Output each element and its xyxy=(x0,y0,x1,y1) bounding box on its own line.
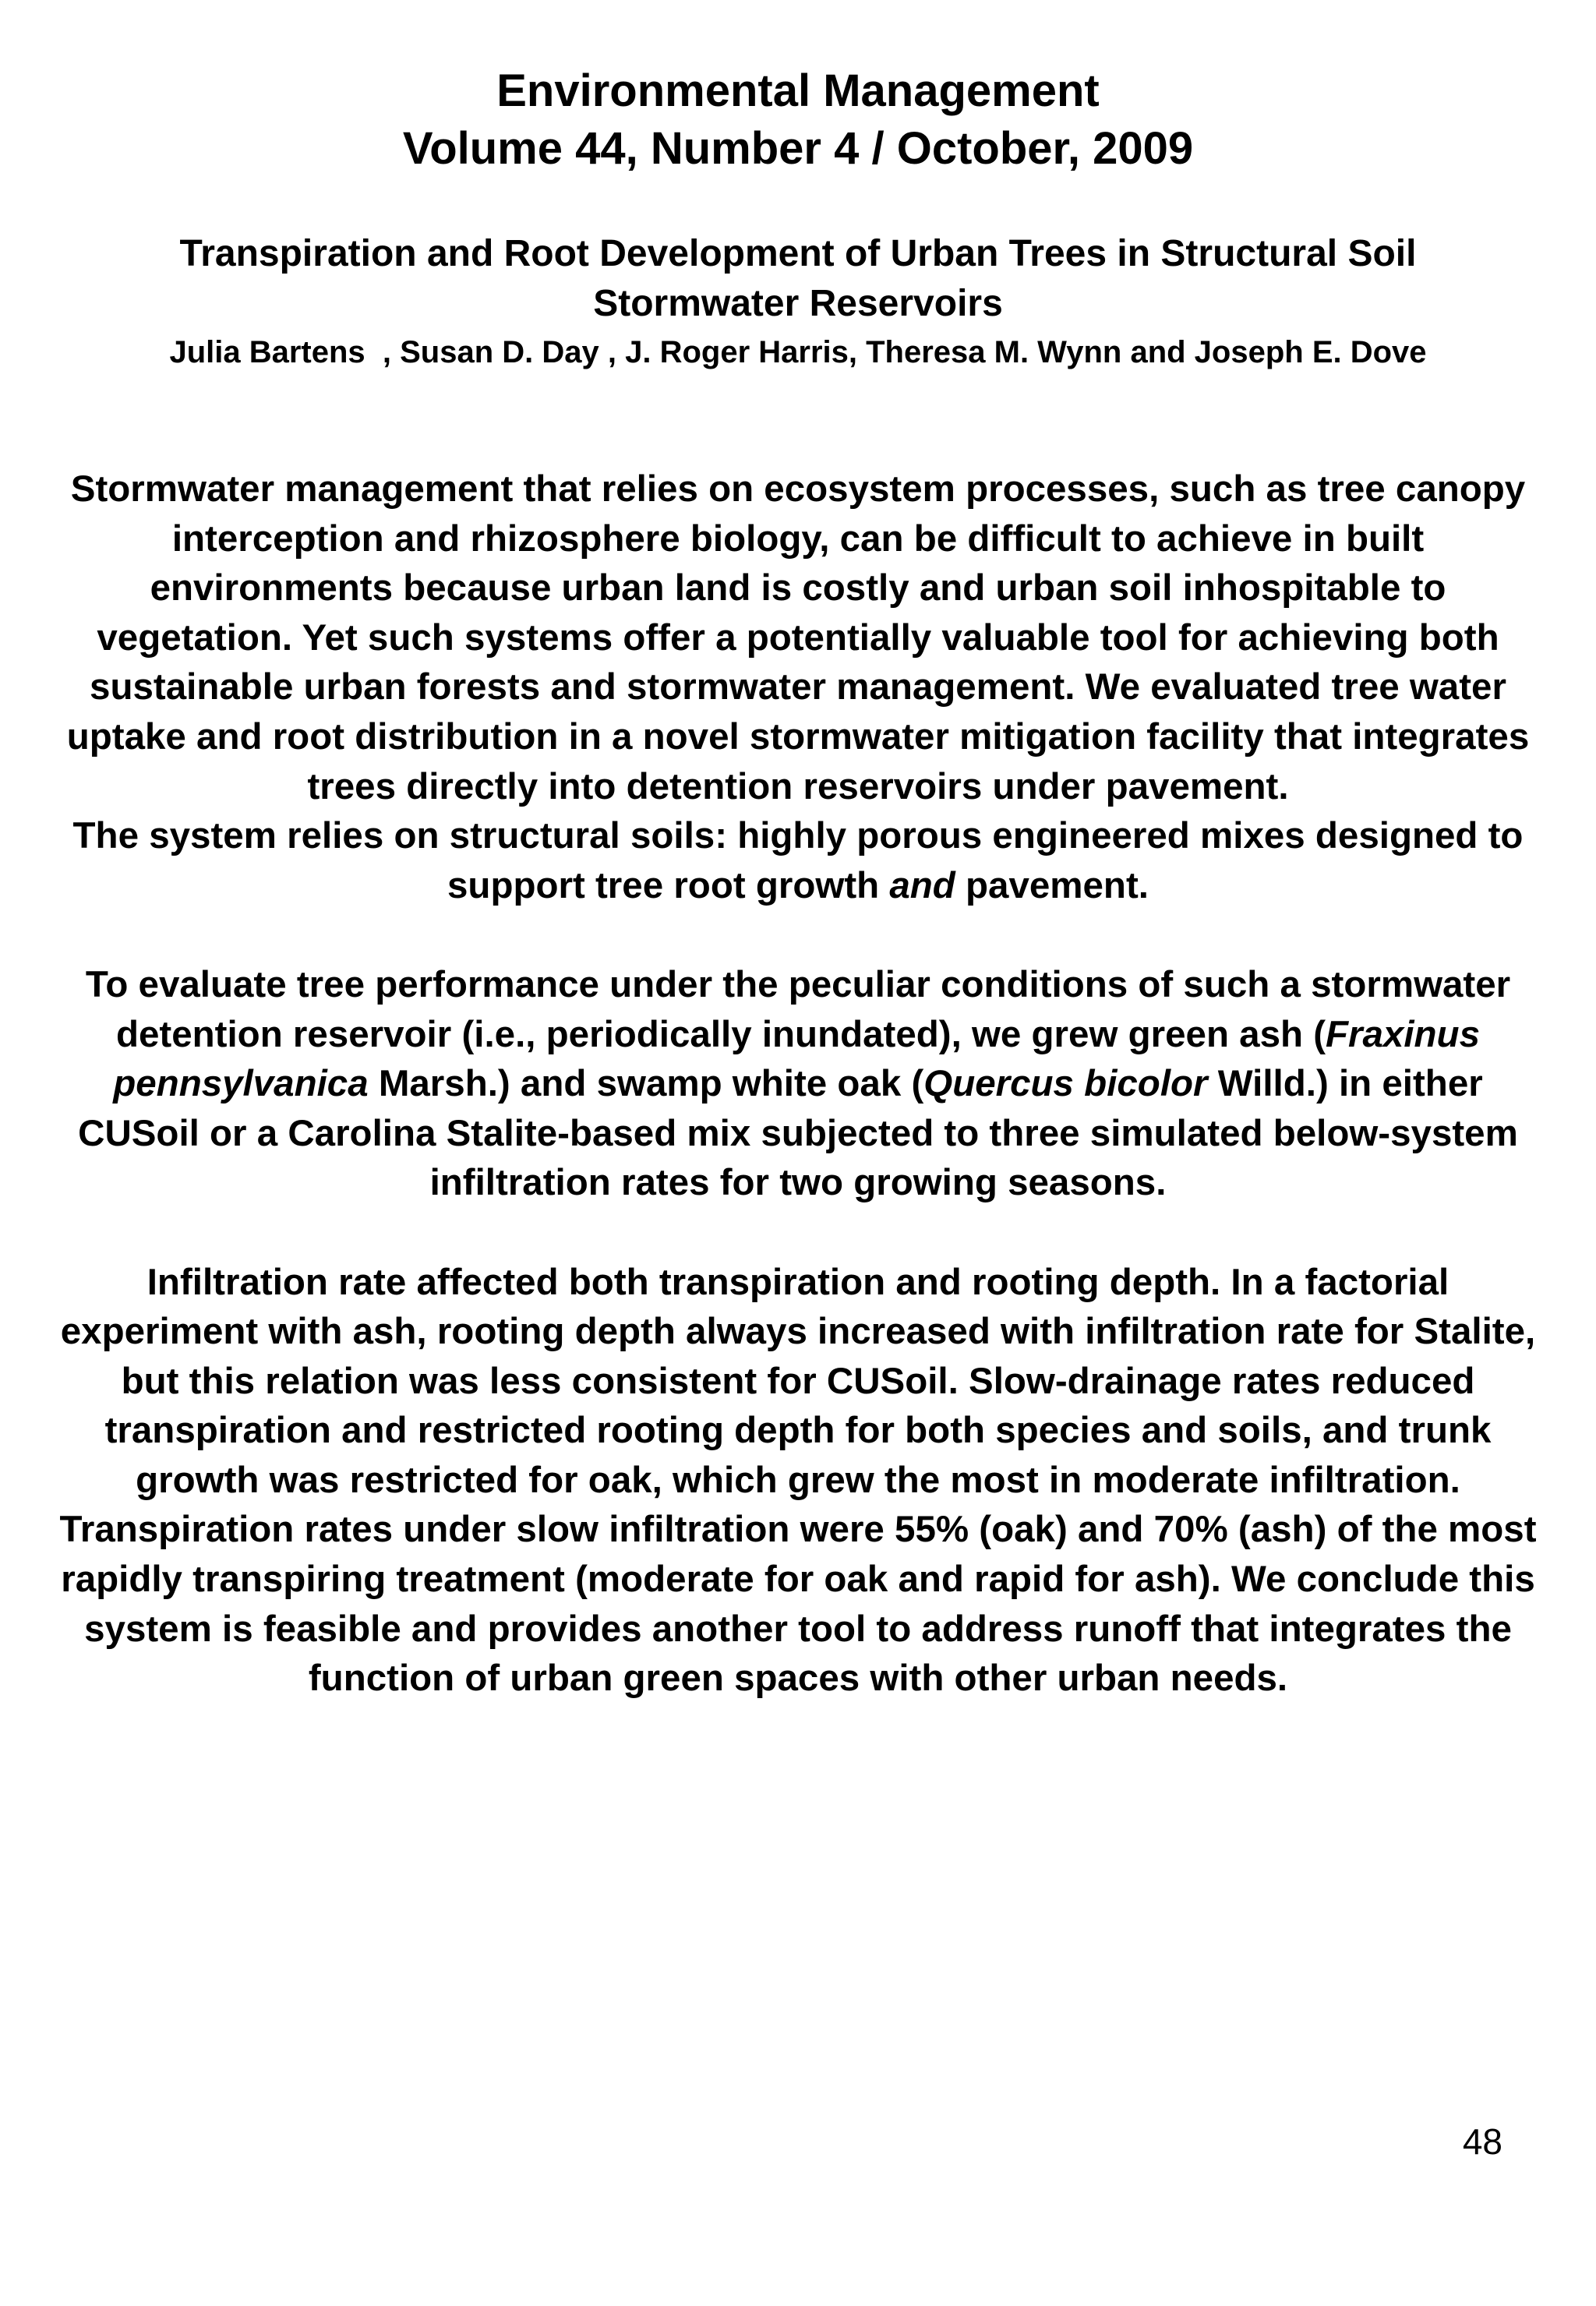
abstract-paragraph-5: Transpiration rates under slow infiltration were 55% (oak) and 70% (ash) of the most rapidly transpiring treatment (moderate for oak and rapid for ash). We conclude this system is feasible and provides another tool to address runoff that integrates the function of urban green spaces with other urban needs. xyxy=(59,1509,1537,1700)
species-name-oak: Quercus bicolor xyxy=(923,1063,1208,1105)
article-title-line-1: Transpiration and Root Development of Urban Trees in Structural Soil xyxy=(179,233,1417,274)
abstract-p2-emphasis: and xyxy=(889,864,955,906)
abstract xyxy=(55,464,1541,1704)
species-name-ash: Fraxinus pennsylvanica xyxy=(113,1013,1480,1105)
abstract-p3-text-b: Marsh.) and swamp white oak ( xyxy=(368,1063,924,1105)
abstract-paragraph-4: Infiltration rate affected both transpiration and rooting depth. In a factorial experiment with ash, rooting depth always increased with infiltration rate for Stalite, but this relation was less consistent for CUSoil. Slow-drainage rates reduced transpiration and restricted rooting depth for both species and soils, and trunk growth was restricted for oak, which grew the most in moderate infiltration. xyxy=(60,1261,1536,1501)
article-title xyxy=(0,229,1596,329)
page-number: 48 xyxy=(1462,2121,1502,2162)
journal-issue: Volume 44, Number 4 / October, 2009 xyxy=(402,123,1194,174)
abstract-p3-text-c: Willd.) in either CUSoil or a Carolina Stalite-based mix subjected to three simulated below-system infiltration rates for two growing seasons. xyxy=(78,1063,1518,1204)
journal-header xyxy=(0,62,1596,178)
article-title-line-2: Stormwater Reservoirs xyxy=(593,283,1003,324)
author-list: Julia Bartens , Susan D. Day , J. Roger Harris, Theresa M. Wynn and Joseph E. Dove xyxy=(169,335,1427,369)
abstract-paragraph-1: Stormwater management that relies on ecosystem processes, such as tree canopy interception and rhizosphere biology, can be difficult to achieve in built environments because urban land is costly and urban soil inhospitable to vegetation. Yet such systems offer a potentially valuable tool for achieving both sustainable urban forests and stormwater management. We evaluated tree water uptake and root distribution in a novel stormwater mitigation facility that integrates trees directly into detention reservoirs under pavement. xyxy=(66,468,1530,807)
abstract-p2-text-b: pavement. xyxy=(955,864,1149,906)
abstract-paragraph-2 xyxy=(55,811,1541,910)
abstract-p3-text-a: To evaluate tree performance under the peculiar conditions of such a stormwater detention reservoir (i.e., periodically inundated), we grew green ash ( xyxy=(85,963,1511,1055)
paragraph-spacer xyxy=(55,1208,1541,1258)
paragraph-spacer xyxy=(55,910,1541,960)
abstract-p2-text-a: The system relies on structural soils: highly porous engineered mixes designed to support tree root growth xyxy=(72,815,1524,906)
journal-name: Environmental Management xyxy=(496,65,1100,116)
abstract-paragraph-3 xyxy=(55,960,1541,1208)
